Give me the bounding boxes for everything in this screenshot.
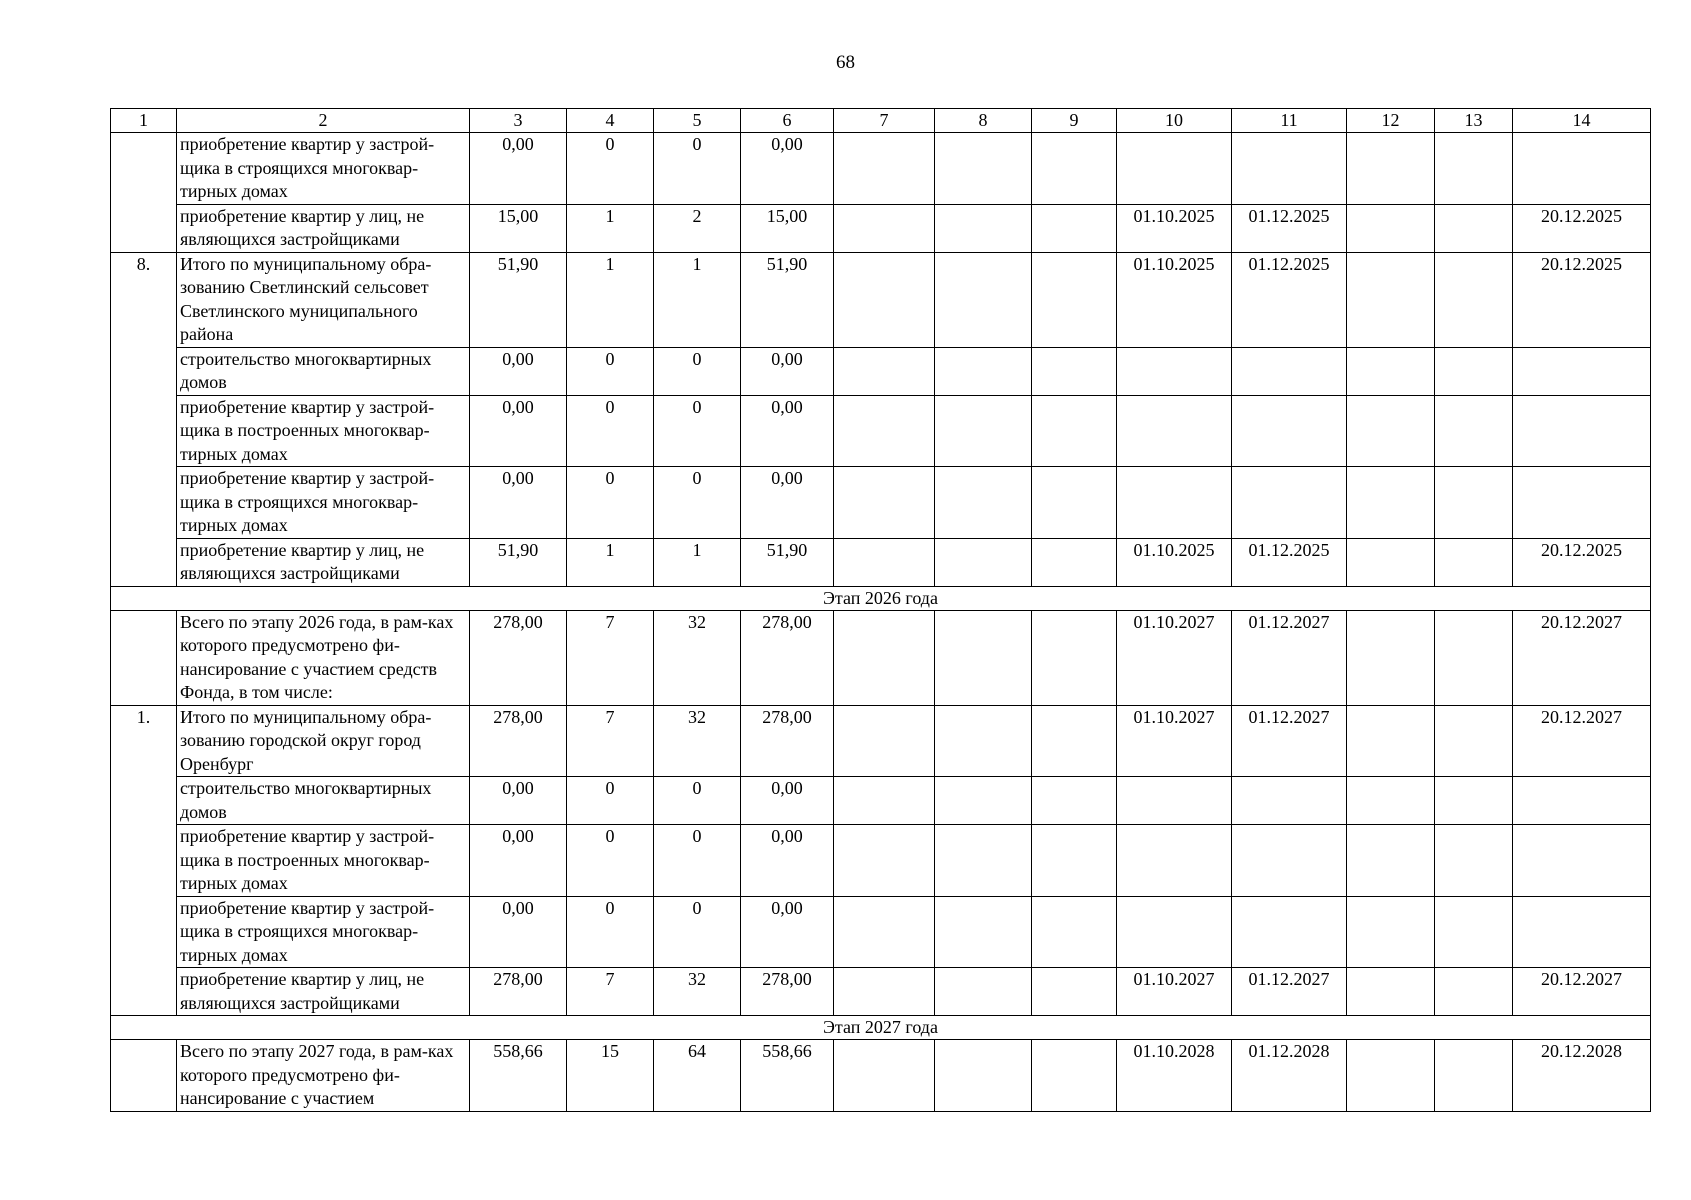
cell-c5: 2 xyxy=(654,204,741,252)
cell-c3: 278,00 xyxy=(470,705,567,777)
empty-cell xyxy=(935,538,1032,586)
empty-cell xyxy=(1032,467,1117,539)
empty-cell xyxy=(1347,252,1435,347)
cell-c14: 20.12.2025 xyxy=(1513,538,1651,586)
cell-c5: 0 xyxy=(654,467,741,539)
empty-cell xyxy=(1032,896,1117,968)
empty-cell xyxy=(935,610,1032,705)
cell-c14 xyxy=(1513,825,1651,897)
cell-c5: 0 xyxy=(654,347,741,395)
cell-c10 xyxy=(1117,133,1232,205)
stage-row xyxy=(111,1016,1651,1040)
empty-cell xyxy=(1347,133,1435,205)
empty-cell xyxy=(834,538,935,586)
row-description: Итого по муниципальному обра-зованию городской округ город Оренбург xyxy=(177,705,470,777)
table-row xyxy=(111,538,1651,586)
cell-c10: 01.10.2025 xyxy=(1117,538,1232,586)
cell-c11 xyxy=(1232,777,1347,825)
cell-c4: 0 xyxy=(567,825,654,897)
empty-cell xyxy=(1347,968,1435,1016)
column-number-row xyxy=(111,109,1651,133)
empty-cell xyxy=(1435,896,1513,968)
empty-cell xyxy=(834,777,935,825)
column-number-cell: 8 xyxy=(935,109,1032,133)
stage-title: Этап 2027 года xyxy=(111,1016,1651,1040)
empty-cell xyxy=(1435,467,1513,539)
empty-cell xyxy=(834,204,935,252)
cell-c3: 0,00 xyxy=(470,395,567,467)
cell-c11: 01.12.2027 xyxy=(1232,705,1347,777)
cell-c6: 0,00 xyxy=(741,777,834,825)
empty-cell xyxy=(1435,968,1513,1016)
empty-cell xyxy=(834,133,935,205)
cell-c10: 01.10.2028 xyxy=(1117,1040,1232,1112)
empty-cell xyxy=(834,467,935,539)
empty-cell xyxy=(935,347,1032,395)
cell-c6: 0,00 xyxy=(741,896,834,968)
empty-cell xyxy=(1347,538,1435,586)
empty-cell xyxy=(1032,395,1117,467)
column-number-cell: 1 xyxy=(111,109,177,133)
row-description: приобретение квартир у застрой-щика в строящихся многоквар-тирных домах xyxy=(177,133,470,205)
cell-c5: 32 xyxy=(654,968,741,1016)
empty-cell xyxy=(935,1040,1032,1112)
table-row xyxy=(111,252,1651,347)
cell-c6: 51,90 xyxy=(741,538,834,586)
cell-c3: 0,00 xyxy=(470,825,567,897)
empty-cell xyxy=(1435,777,1513,825)
empty-cell xyxy=(1435,1040,1513,1112)
cell-c3: 51,90 xyxy=(470,538,567,586)
cell-c11 xyxy=(1232,467,1347,539)
empty-cell xyxy=(834,896,935,968)
empty-cell xyxy=(935,467,1032,539)
cell-c6: 0,00 xyxy=(741,133,834,205)
cell-c5: 0 xyxy=(654,825,741,897)
row-index: 1. xyxy=(111,705,177,1016)
empty-cell xyxy=(834,825,935,897)
row-description: приобретение квартир у застрой-щика в строящихся многоквар-тирных домах xyxy=(177,896,470,968)
row-description: приобретение квартир у лиц, не являющихся застройщиками xyxy=(177,204,470,252)
table-row xyxy=(111,395,1651,467)
cell-c14 xyxy=(1513,896,1651,968)
empty-cell xyxy=(1435,705,1513,777)
cell-c10: 01.10.2027 xyxy=(1117,705,1232,777)
cell-c6: 51,90 xyxy=(741,252,834,347)
row-index xyxy=(111,133,177,253)
cell-c3: 558,66 xyxy=(470,1040,567,1112)
empty-cell xyxy=(1032,204,1117,252)
cell-c10 xyxy=(1117,395,1232,467)
cell-c11 xyxy=(1232,347,1347,395)
column-number-cell: 10 xyxy=(1117,109,1232,133)
cell-c6: 0,00 xyxy=(741,347,834,395)
cell-c6: 278,00 xyxy=(741,610,834,705)
cell-c5: 1 xyxy=(654,538,741,586)
cell-c11 xyxy=(1232,133,1347,205)
cell-c11: 01.12.2025 xyxy=(1232,204,1347,252)
table-row xyxy=(111,1040,1651,1112)
cell-c14 xyxy=(1513,777,1651,825)
column-number-cell: 14 xyxy=(1513,109,1651,133)
cell-c14 xyxy=(1513,395,1651,467)
cell-c3: 0,00 xyxy=(470,347,567,395)
cell-c5: 1 xyxy=(654,252,741,347)
empty-cell xyxy=(1032,252,1117,347)
empty-cell xyxy=(1435,347,1513,395)
cell-c6: 558,66 xyxy=(741,1040,834,1112)
cell-c14 xyxy=(1513,347,1651,395)
empty-cell xyxy=(935,777,1032,825)
empty-cell xyxy=(1347,705,1435,777)
empty-cell xyxy=(1435,610,1513,705)
cell-c4: 7 xyxy=(567,705,654,777)
cell-c5: 32 xyxy=(654,610,741,705)
table-row xyxy=(111,610,1651,705)
cell-c3: 0,00 xyxy=(470,896,567,968)
cell-c11 xyxy=(1232,395,1347,467)
row-index: 8. xyxy=(111,252,177,586)
column-number-cell: 12 xyxy=(1347,109,1435,133)
table-row xyxy=(111,467,1651,539)
row-description: приобретение квартир у застрой-щика в построенных многоквар-тирных домах xyxy=(177,825,470,897)
row-description: Всего по этапу 2026 года, в рам-ках которого предусмотрено фи-нансирование с участием средств Фонда, в том числе: xyxy=(177,610,470,705)
empty-cell xyxy=(935,395,1032,467)
empty-cell xyxy=(935,825,1032,897)
cell-c4: 15 xyxy=(567,1040,654,1112)
empty-cell xyxy=(1347,204,1435,252)
cell-c5: 0 xyxy=(654,777,741,825)
row-description: приобретение квартир у лиц, не являющихся застройщиками xyxy=(177,538,470,586)
stage-row xyxy=(111,586,1651,610)
cell-c5: 64 xyxy=(654,1040,741,1112)
empty-cell xyxy=(935,705,1032,777)
cell-c14 xyxy=(1513,133,1651,205)
cell-c4: 7 xyxy=(567,610,654,705)
table-row xyxy=(111,825,1651,897)
cell-c14: 20.12.2027 xyxy=(1513,705,1651,777)
empty-cell xyxy=(1435,395,1513,467)
empty-cell xyxy=(834,705,935,777)
empty-cell xyxy=(1032,705,1117,777)
cell-c4: 0 xyxy=(567,896,654,968)
cell-c10 xyxy=(1117,467,1232,539)
cell-c14: 20.12.2025 xyxy=(1513,252,1651,347)
empty-cell xyxy=(834,252,935,347)
cell-c6: 0,00 xyxy=(741,825,834,897)
cell-c14: 20.12.2025 xyxy=(1513,204,1651,252)
column-number-cell: 7 xyxy=(834,109,935,133)
cell-c3: 51,90 xyxy=(470,252,567,347)
empty-cell xyxy=(935,252,1032,347)
cell-c4: 1 xyxy=(567,252,654,347)
program-table xyxy=(110,108,1651,1112)
table-row xyxy=(111,896,1651,968)
empty-cell xyxy=(1032,347,1117,395)
row-index xyxy=(111,1040,177,1112)
cell-c3: 278,00 xyxy=(470,968,567,1016)
cell-c10 xyxy=(1117,777,1232,825)
empty-cell xyxy=(935,896,1032,968)
empty-cell xyxy=(1032,825,1117,897)
cell-c11 xyxy=(1232,896,1347,968)
empty-cell xyxy=(1435,204,1513,252)
cell-c11: 01.12.2027 xyxy=(1232,610,1347,705)
cell-c4: 0 xyxy=(567,467,654,539)
empty-cell xyxy=(1032,610,1117,705)
cell-c4: 7 xyxy=(567,968,654,1016)
row-description: Всего по этапу 2027 года, в рам-ках которого предусмотрено фи-нансирование с участием xyxy=(177,1040,470,1112)
empty-cell xyxy=(1347,347,1435,395)
column-number-cell: 13 xyxy=(1435,109,1513,133)
cell-c4: 0 xyxy=(567,133,654,205)
column-number-cell: 4 xyxy=(567,109,654,133)
cell-c10: 01.10.2025 xyxy=(1117,252,1232,347)
cell-c3: 15,00 xyxy=(470,204,567,252)
table-row xyxy=(111,968,1651,1016)
empty-cell xyxy=(834,968,935,1016)
column-number-cell: 11 xyxy=(1232,109,1347,133)
column-number-cell: 2 xyxy=(177,109,470,133)
cell-c14: 20.12.2027 xyxy=(1513,968,1651,1016)
cell-c6: 0,00 xyxy=(741,467,834,539)
cell-c5: 0 xyxy=(654,395,741,467)
column-number-cell: 9 xyxy=(1032,109,1117,133)
empty-cell xyxy=(834,347,935,395)
table-row xyxy=(111,777,1651,825)
table-row xyxy=(111,705,1651,777)
cell-c10 xyxy=(1117,896,1232,968)
stage-title: Этап 2026 года xyxy=(111,586,1651,610)
empty-cell xyxy=(1032,1040,1117,1112)
empty-cell xyxy=(1435,252,1513,347)
empty-cell xyxy=(834,1040,935,1112)
empty-cell xyxy=(1032,968,1117,1016)
cell-c10: 01.10.2025 xyxy=(1117,204,1232,252)
row-description: Итого по муниципальному обра-зованию Светлинский сельсовет Светлинского муниципального района xyxy=(177,252,470,347)
column-number-cell: 5 xyxy=(654,109,741,133)
cell-c5: 0 xyxy=(654,896,741,968)
empty-cell xyxy=(1032,133,1117,205)
cell-c3: 0,00 xyxy=(470,467,567,539)
column-number-cell: 3 xyxy=(470,109,567,133)
cell-c4: 1 xyxy=(567,204,654,252)
empty-cell xyxy=(1347,825,1435,897)
empty-cell xyxy=(1347,467,1435,539)
empty-cell xyxy=(1435,133,1513,205)
empty-cell xyxy=(1347,610,1435,705)
row-description: строительство многоквартирных домов xyxy=(177,777,470,825)
table-row xyxy=(111,347,1651,395)
cell-c14: 20.12.2027 xyxy=(1513,610,1651,705)
cell-c11: 01.12.2028 xyxy=(1232,1040,1347,1112)
cell-c14: 20.12.2028 xyxy=(1513,1040,1651,1112)
cell-c10: 01.10.2027 xyxy=(1117,968,1232,1016)
row-description: приобретение квартир у застрой-щика в строящихся многоквар-тирных домах xyxy=(177,467,470,539)
cell-c5: 0 xyxy=(654,133,741,205)
cell-c6: 0,00 xyxy=(741,395,834,467)
cell-c11: 01.12.2025 xyxy=(1232,252,1347,347)
cell-c14 xyxy=(1513,467,1651,539)
cell-c4: 0 xyxy=(567,777,654,825)
cell-c4: 0 xyxy=(567,347,654,395)
cell-c3: 278,00 xyxy=(470,610,567,705)
table-row xyxy=(111,204,1651,252)
row-index xyxy=(111,610,177,705)
cell-c4: 1 xyxy=(567,538,654,586)
empty-cell xyxy=(1435,538,1513,586)
empty-cell xyxy=(834,395,935,467)
empty-cell xyxy=(834,610,935,705)
cell-c6: 278,00 xyxy=(741,705,834,777)
table-row xyxy=(111,133,1651,205)
cell-c3: 0,00 xyxy=(470,777,567,825)
empty-cell xyxy=(1435,825,1513,897)
column-number-cell: 6 xyxy=(741,109,834,133)
cell-c10 xyxy=(1117,347,1232,395)
cell-c6: 15,00 xyxy=(741,204,834,252)
empty-cell xyxy=(1347,395,1435,467)
cell-c3: 0,00 xyxy=(470,133,567,205)
empty-cell xyxy=(1032,777,1117,825)
row-description: строительство многоквартирных домов xyxy=(177,347,470,395)
empty-cell xyxy=(935,968,1032,1016)
cell-c10: 01.10.2027 xyxy=(1117,610,1232,705)
page-number: 68 xyxy=(836,52,855,73)
empty-cell xyxy=(1347,1040,1435,1112)
empty-cell xyxy=(935,204,1032,252)
cell-c5: 32 xyxy=(654,705,741,777)
empty-cell xyxy=(1347,777,1435,825)
cell-c11 xyxy=(1232,825,1347,897)
empty-cell xyxy=(1347,896,1435,968)
empty-cell xyxy=(935,133,1032,205)
cell-c11: 01.12.2027 xyxy=(1232,968,1347,1016)
cell-c6: 278,00 xyxy=(741,968,834,1016)
cell-c10 xyxy=(1117,825,1232,897)
empty-cell xyxy=(1032,538,1117,586)
cell-c4: 0 xyxy=(567,395,654,467)
cell-c11: 01.12.2025 xyxy=(1232,538,1347,586)
row-description: приобретение квартир у застрой-щика в построенных многоквар-тирных домах xyxy=(177,395,470,467)
row-description: приобретение квартир у лиц, не являющихся застройщиками xyxy=(177,968,470,1016)
